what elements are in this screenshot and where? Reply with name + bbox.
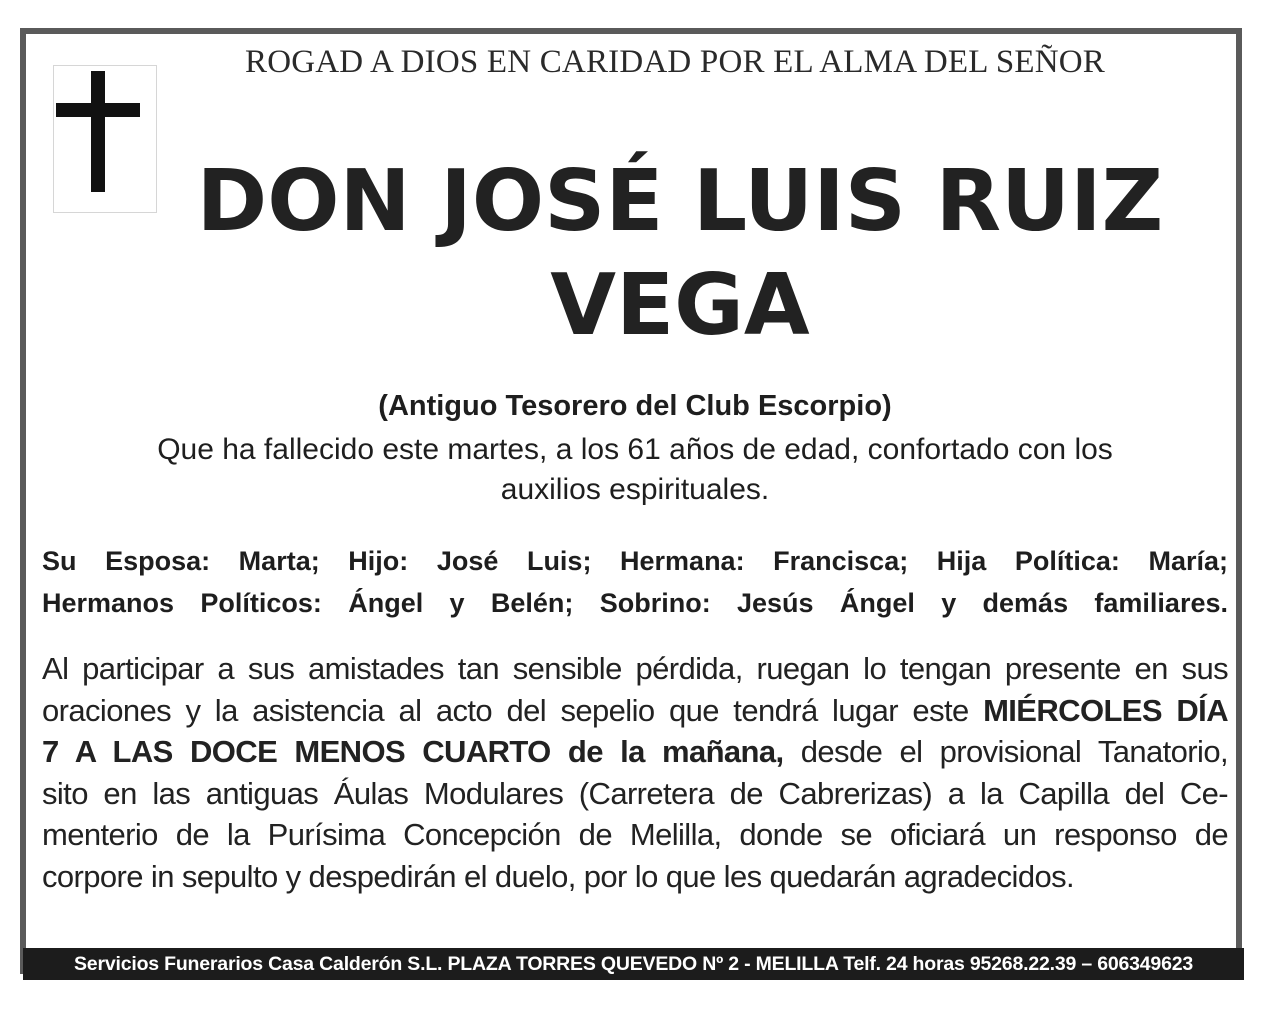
deceased-name-line-2: VEGA bbox=[550, 256, 810, 355]
notice-line-6: corpore in sepulto y despedirán el duelo, por lo que les quedarán agradecidos. bbox=[42, 858, 1075, 894]
funeral-day: MIÉRCOLES DÍA bbox=[983, 692, 1228, 728]
deceased-name bbox=[160, 150, 1200, 358]
notice-line-5: menterio de la Purísima Concepción de Melilla, donde se oficiará un responso de bbox=[42, 817, 1228, 852]
funeral-notice bbox=[42, 648, 1228, 897]
notice-line-3-text: desde el provisional Tanatorio, bbox=[783, 734, 1228, 769]
notice-line-2-text: oraciones y la asistencia al acto del sepelio que tendrá lugar este bbox=[42, 692, 984, 728]
funeral-time: 7 A LAS DOCE MENOS CUARTO de la mañana, bbox=[42, 734, 784, 769]
notice-line-4: sito en las antiguas Áulas Modulares (Carretera de Cabrerizas) a la Capilla del Ce- bbox=[42, 775, 1228, 811]
family-line-2: Hermanos Políticos: Ángel y Belén; Sobrino: Jesús Ángel y demás familiares. bbox=[42, 588, 1228, 618]
announcement-line-2: auxilios espirituales. bbox=[500, 473, 770, 506]
family-line-1: Su Esposa: Marta; Hijo: José Luis; Hermana: Francisca; Hija Política: María; bbox=[42, 546, 1228, 576]
death-announcement bbox=[60, 430, 1210, 510]
cross-icon bbox=[53, 65, 157, 213]
funeral-home-footer: Servicios Funerarios Casa Calderón S.L. PLAZA TORRES QUEVEDO Nº 2 - MELILLA Telf. 24 horas 95268.22.39 – 606349623 bbox=[23, 948, 1244, 980]
announcement-line-1: Que ha fallecido este martes, a los 61 años de edad, confortado con los bbox=[157, 433, 1113, 466]
deceased-name-line-1: DON JOSÉ LUIS RUIZ bbox=[196, 152, 1164, 251]
notice-line-2 bbox=[42, 690, 1228, 732]
family-list bbox=[42, 540, 1228, 624]
notice-line-3 bbox=[42, 731, 1228, 773]
notice-line-1: Al participar a sus amistades tan sensible pérdida, ruegan lo tengan presente en sus bbox=[42, 651, 1228, 686]
deceased-role: (Antiguo Tesorero del Club Escorpio) bbox=[378, 390, 892, 422]
invocation-heading: ROGAD A DIOS EN CARIDAD POR EL ALMA DEL SEÑOR bbox=[244, 44, 1106, 80]
